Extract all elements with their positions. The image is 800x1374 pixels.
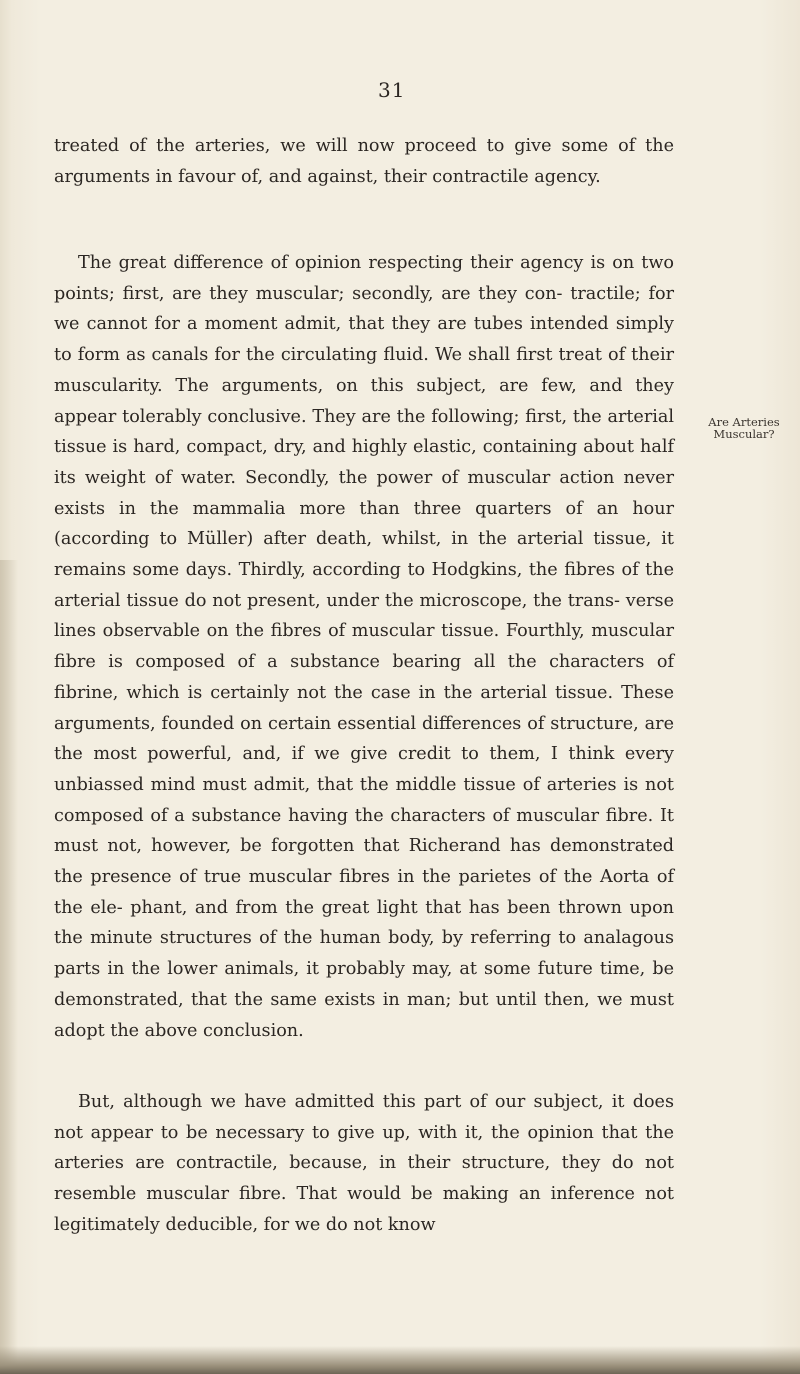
paragraph-2: The great difference of opinion respecting their agency is on two points; first, are they muscular; secondly, are they con- tractile; for we cannot for a moment admit, that they are tubes intended simply to form as canals for the circulating fluid. We shall first treat of their muscularity. The arguments, on this subject, are few, and they appear tolerably conclusive. They are the following; first, the arterial tissue is hard, compact, dry, and highly elastic, containing about half its weight of water. Secondly, the power of muscular action never exists in the mammalia more than three quarters of an hour (according to Müller) after death, whilst, in the arterial tissue, it remains some days. Thirdly, according to Hodgkins, the fibres of the arterial tissue do not present, under the microscope, the trans- verse lines observable on the fibres of muscular tissue. Fourthly, muscular fibre is composed of a substance bearing all the characters of fibrine, which is certainly not the case in the arterial tissue. These arguments, founded on certain essential differences of structure, are the most powerful, and, if we give credit to them, I think every unbiassed mind must admit, that the middle tissue of arteries is not composed of a substance having the characters of muscular fibre. It must not, however, be forgotten that Richerand has demonstrated the presence of true muscular fibres in the parietes of the Aorta of the ele- phant, and from the great light that has been thrown upon the minute structures of the human body, by referring to analagous parts in the lower animals, it probably may, at some future time, be demonstrated, that the same exists in man; but until then, we must adopt the above conclusion. — [54, 253, 674, 1041]
binding-shadow — [0, 560, 18, 1374]
margin-note: Are Arteries Muscular? — [708, 415, 780, 441]
page-number: 31 — [378, 78, 406, 102]
paragraph-3: But, although we have admitted this part of our subject, it does not appear to be necessary to give up, with it, the opinion that the arteries are contractile, because, in their structure, they do not resemble muscular fibre. That would be making an inference not legitimately deducible, for we do not know — [54, 1092, 674, 1235]
page-edge-smudge — [0, 1346, 800, 1374]
paragraph-1: treated of the arteries, we will now proceed to give some of the arguments in favour of, and against, their contractile agency. — [54, 136, 674, 187]
